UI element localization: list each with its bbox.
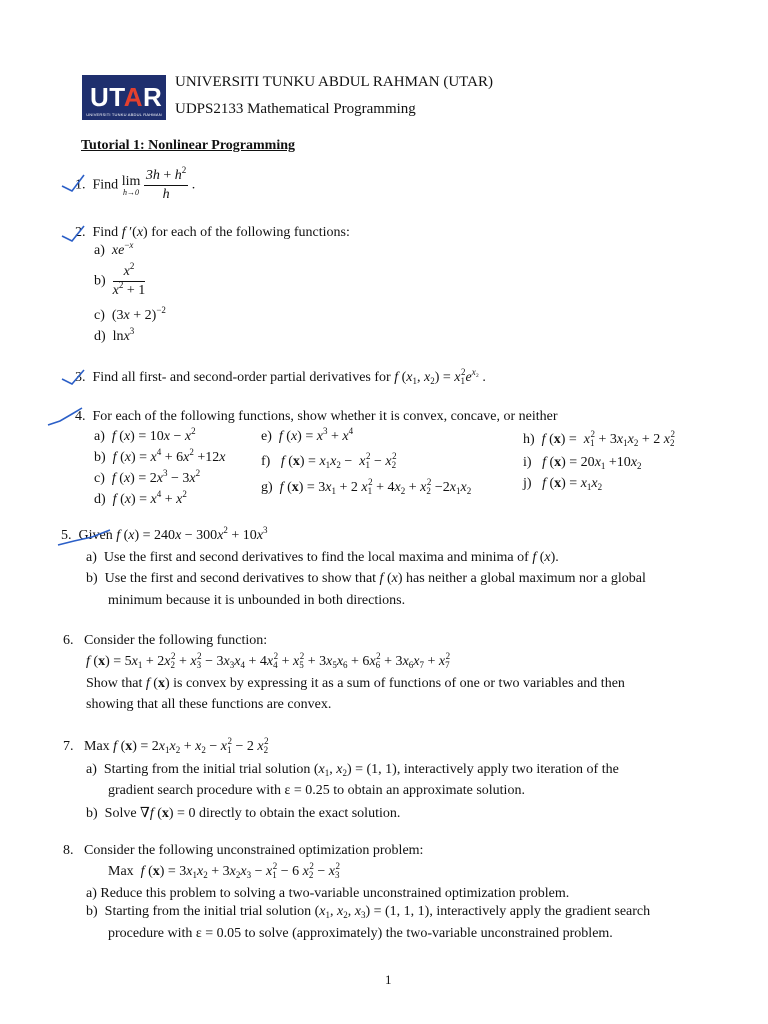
q8-max: Max f $(x) = 3x_1x_2 + 3x_2x_3 - x_1^2 - 6$ $x_2^2 - x_3^2$ bbox=[108, 861, 340, 880]
q1-find: Find bbox=[92, 177, 119, 193]
q2-b-numerator: $x^2$ bbox=[113, 264, 146, 282]
question-7: 7. Max f $(x) = 2x_1x_2 + x_2 - x_1^2 - 2$ $x_2^2$ bbox=[63, 736, 269, 755]
q8-b-line2: procedure with ε = 0.05 to solve (approximately) the two-variable unconstrained problem. bbox=[108, 926, 613, 941]
q1-denominator: h bbox=[162, 187, 170, 202]
q1-numerator: $3h + h^2$ bbox=[144, 168, 188, 186]
q4-j: j) f $(x) = x_1x_2$ bbox=[523, 476, 603, 492]
q4-a: a) f $(x) = 10x - x^2$ bbox=[94, 426, 196, 444]
q4-c: c) f $(x) = 2x^3 - 3x^2$ bbox=[94, 468, 201, 486]
q2-number: 2. bbox=[75, 225, 86, 240]
course-code: UDPS2133 Mathematical Programming bbox=[175, 101, 416, 117]
page-number: 1 bbox=[385, 972, 392, 987]
q4-i: i) f $(x) = 20x_1 +10x_2$ bbox=[523, 455, 642, 471]
university-name: UNIVERSITI TUNKU ABDUL RAHMAN (UTAR) bbox=[175, 74, 493, 90]
question-2: 2. Find f ′(x) for each of the following functions: bbox=[75, 225, 350, 240]
q8-number: 8. bbox=[63, 843, 74, 858]
question-5: 5. Given f $(x) = 240x - 300x^2 + 10x^3$ bbox=[61, 525, 268, 543]
q4-d: d) f $(x) = x^4 + x^2$ bbox=[94, 489, 187, 507]
q4-f: f) f $(x) = x_1x_2 - x_1^2 - x_2^2$ bbox=[261, 451, 397, 470]
tick-mark-q3 bbox=[62, 370, 84, 384]
q7-a-line2: gradient search procedure with ε = 0.25 to obtain an approximate solution. bbox=[108, 783, 525, 798]
q6-function: f $(x) = 5x_1 + 2x_2^2 + x_3^2 - 3x_3x_4 + 4x_4^2 + x_5^2 + 3x_5x_6 + 6x_6^2 + 3x_6x_7 + x_7^2$ bbox=[86, 651, 451, 670]
q2-d: d) lnx$^3$ bbox=[94, 326, 135, 344]
q3-number: 3. bbox=[75, 370, 86, 385]
q4-g: g) f $(x) = 3x_1 + 2$ $x_1^2 + 4x_2 + x_2^2 -2x_1x_2$ bbox=[261, 477, 472, 496]
q7-a-line1: a) Starting from the initial trial solution ($x_1$, $x_2) = (1$, 1), interactively apply two iteration of the bbox=[86, 762, 619, 778]
q5-b-line1: b) Use the first and second derivatives to show that f (x) has neither a global maximum nor a global bbox=[86, 571, 646, 586]
q4-number: 4. bbox=[75, 409, 86, 424]
q1-number: 1. bbox=[75, 177, 86, 193]
logo-wordmark: UTAR bbox=[90, 82, 163, 112]
q2-b-denominator: $x^2 + 1$ bbox=[112, 280, 146, 298]
q7-b: b) Solve ∇f (x) = 0 directly to obtain the exact solution. bbox=[86, 806, 401, 821]
tick-mark-q5 bbox=[58, 530, 110, 545]
q5-a: a) Use the first and second derivatives to find the local maxima and minima of f (x). bbox=[86, 550, 559, 565]
q7-number: 7. bbox=[63, 739, 74, 754]
q6-line1: Show that f (x) is convex by expressing it as a sum of functions of one or two variables and then bbox=[86, 676, 625, 691]
q2-a: a) $xe^{-x}$ bbox=[94, 240, 134, 258]
q8-b-line1: b) Starting from the initial trial solution ($x_1$, $x_2$, $x_3) = (1$, 1, 1), interactively apply the gradient search bbox=[86, 904, 651, 920]
q4-h: h) f $(x) = x_1^2 + 3x_1x_2 + 2$ $x_2^2$ bbox=[523, 429, 675, 448]
q8-a: a) Reduce this problem to solving a two-variable unconstrained optimization problem. bbox=[86, 886, 570, 901]
tick-mark-q4 bbox=[48, 408, 82, 425]
question-3: 3. Find all first- and second-order partial derivatives for f ($x_1$, $x_2) = x_1^2e^{x_2}$ . bbox=[75, 367, 486, 386]
logo-subtext: UNIVERSITI TUNKU ABDUL RAHMAN bbox=[86, 112, 162, 117]
question-1: 1. Find lim h→0 $\frac{3h + h^2}{h}$ . bbox=[75, 165, 196, 202]
lim-label: lim bbox=[121, 173, 141, 189]
q4-e: e) f $(x) = x^3 + x^4$ bbox=[261, 426, 354, 444]
q8-text: Consider the following unconstrained optimization problem: bbox=[84, 843, 424, 858]
q5-number: 5. bbox=[61, 528, 72, 543]
q4-text: For each of the following functions, show whether it is convex, concave, or neither bbox=[92, 409, 558, 424]
tick-mark-q2 bbox=[62, 226, 84, 241]
q6-text: Consider the following function: bbox=[84, 633, 268, 648]
tick-mark-q1 bbox=[62, 175, 84, 191]
lim-subscript: h→0 bbox=[123, 187, 140, 197]
q6-line2: showing that all these functions are convex. bbox=[86, 697, 332, 712]
q6-number: 6. bbox=[63, 633, 74, 648]
q2-c: c) $(3x + 2)^{-2}$ bbox=[94, 305, 166, 323]
q4-b: b) f $(x) = x^4 + 6x^2 +12x$ bbox=[94, 447, 226, 465]
q5-b-line2: minimum because it is unbounded in both directions. bbox=[108, 593, 406, 608]
tutorial-title: Tutorial 1: Nonlinear Programming bbox=[81, 138, 296, 153]
q2-b-label: b) bbox=[94, 273, 106, 289]
